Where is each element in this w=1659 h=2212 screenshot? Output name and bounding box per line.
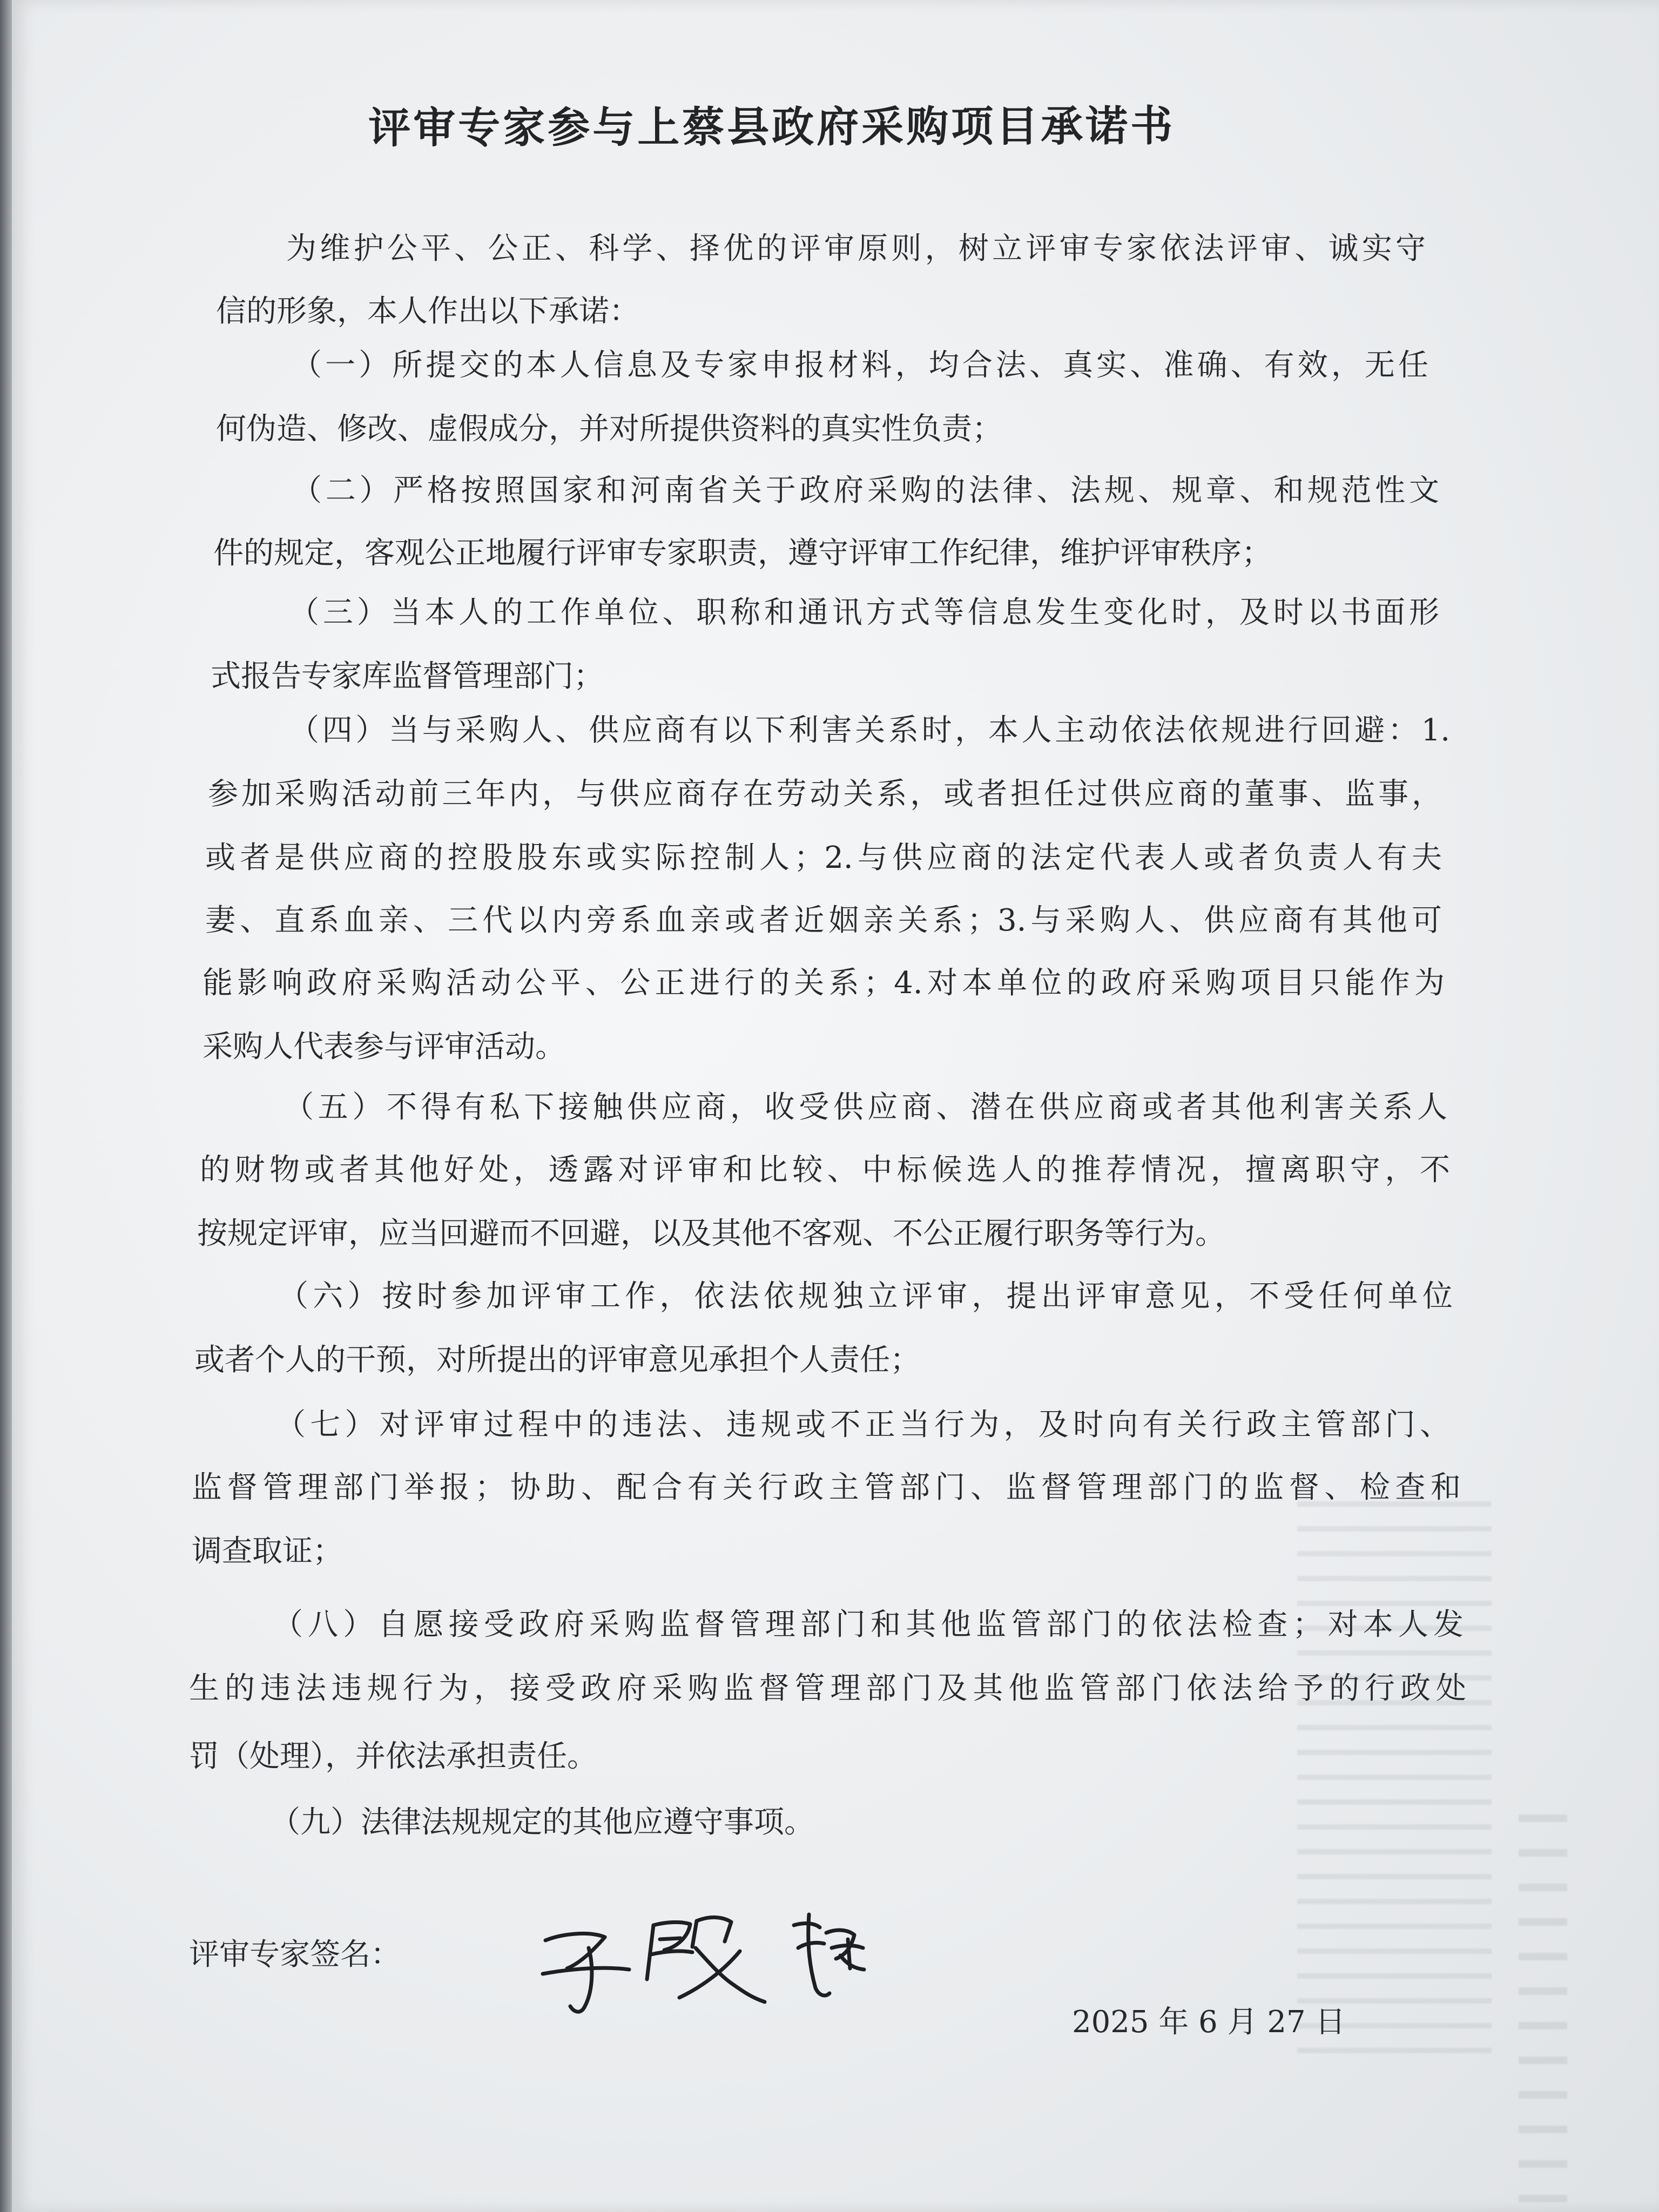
paragraph-line: （五）不得有私下接触供应商，收受供应商、潜在供应商或者其他利害关系人 bbox=[284, 1090, 1447, 1125]
paragraph-line: （一）所提交的本人信息及专家申报材料，均合法、真实、准确、有效，无任 bbox=[292, 348, 1428, 383]
document-title: 评审专家参与上蔡县政府采购项目承诺书 bbox=[368, 102, 1176, 153]
paragraph-line: 信的形象，本人作出以下承诺： bbox=[216, 294, 639, 329]
paragraph-line: 为维护公平、公正、科学、择优的评审原则，树立评审专家依法评审、诚实守 bbox=[286, 231, 1426, 266]
paragraph-line: 何伪造、修改、虚假成分，并对所提供资料的真实性负责； bbox=[216, 412, 1002, 447]
paragraph-line: 采购人代表参与评审活动。 bbox=[203, 1029, 565, 1064]
paragraph-line: 的财物或者其他好处，透露对评审和比较、中标候选人的推荐情况，擅离职守，不 bbox=[200, 1152, 1450, 1188]
paragraph-line: （二）严格按照国家和河南省关于政府采购的法律、法规、规章、和规范性文 bbox=[292, 473, 1439, 508]
signature-label: 评审专家签名： bbox=[189, 1937, 401, 1972]
paragraph-line: 罚（处理），并依法承担责任。 bbox=[189, 1739, 597, 1774]
paragraph-line: 监督管理部门举报；协助、配合有关行政主管部门、监督管理部门的监督、检查和 bbox=[192, 1470, 1461, 1505]
signing-date: 2025 年 6 月 27 日 bbox=[1072, 2005, 1346, 2040]
paragraph-line: 或者个人的干预，对所提出的评审意见承担个人责任； bbox=[194, 1343, 920, 1378]
paragraph-line: 能影响政府采购活动公平、公正进行的关系；4.对本单位的政府采购项目只能作为 bbox=[203, 966, 1445, 1001]
paragraph-line: 生的违法违规行为，接受政府采购监督管理部门及其他监管部门依法给予的行政处 bbox=[189, 1671, 1466, 1706]
paragraph-line: 式报告专家库监督管理部门； bbox=[211, 659, 604, 694]
paragraph-line: 按规定评审，应当回避而不回避，以及其他不客观、不公正履行职务等行为。 bbox=[197, 1216, 1225, 1251]
paragraph-line: 参加采购活动前三年内，与供应商存在劳动关系，或者担任过供应商的董事、监事， bbox=[208, 777, 1442, 812]
paragraph-line: 妻、直系血亲、三代以内旁系血亲或者近姻亲关系；3.与采购人、供应商有其他可 bbox=[205, 903, 1442, 938]
handwritten-signature bbox=[524, 1887, 913, 2039]
paragraph-line: （八）自愿接受政府采购监督管理部门和其他监管部门的依法检查；对本人发 bbox=[273, 1607, 1464, 1642]
paragraph-line: 件的规定，客观公正地履行评审专家职责，遵守评审工作纪律，维护评审秩序； bbox=[213, 536, 1272, 571]
paragraph-line: （四）当与采购人、供应商有以下利害关系时，本人主动依法依规进行回避：1. bbox=[289, 713, 1450, 748]
show-through-text bbox=[1519, 1815, 1567, 2212]
paragraph-line: 调查取证； bbox=[192, 1534, 343, 1569]
show-through-text bbox=[1297, 1501, 1492, 2068]
paragraph-line: （七）对评审过程中的违法、违规或不正当行为，及时向有关行政主管部门、 bbox=[275, 1407, 1450, 1442]
paragraph-line: （三）当本人的工作单位、职称和通讯方式等信息发生变化时，及时以书面形 bbox=[289, 595, 1439, 630]
paragraph-line: （九）法律法规规定的其他应遵守事项。 bbox=[270, 1805, 814, 1840]
paragraph-line: 或者是供应商的控股股东或实际控制人；2.与供应商的法定代表人或者负责人有夫 bbox=[205, 840, 1442, 875]
paragraph-line: （六）按时参加评审工作，依法依规独立评审，提出评审意见，不受任何单位 bbox=[278, 1279, 1453, 1314]
